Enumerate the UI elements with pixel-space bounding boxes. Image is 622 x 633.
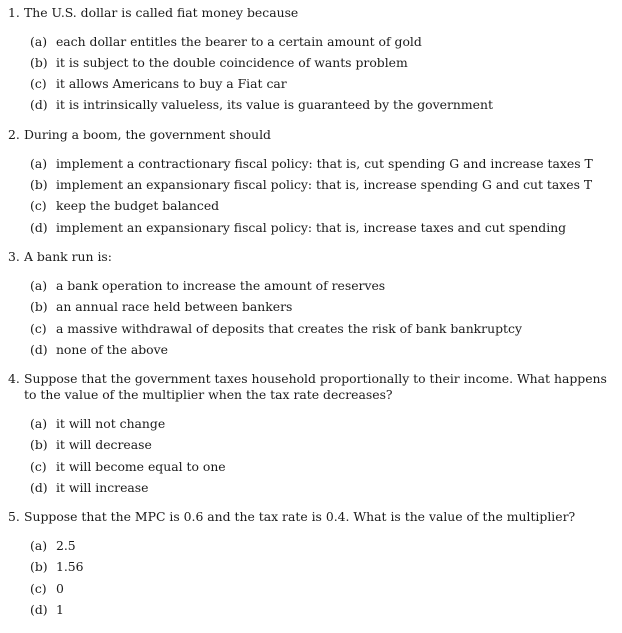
option-text: it is intrinsically valueless, its value is guaranteed by the government [55, 97, 493, 112]
question-3-stem [8, 249, 614, 265]
option-text: each dollar entitles the bearer to a certain amount of gold [55, 34, 422, 49]
option-label: (d) [30, 97, 48, 112]
option-1d [30, 97, 610, 113]
option-label: (c) [30, 581, 47, 596]
option-4d [30, 480, 610, 496]
option-label: (b) [30, 559, 48, 574]
option-4b [30, 437, 610, 453]
option-5a [30, 538, 610, 554]
option-text: 1 [55, 602, 64, 617]
question-2-stem [8, 127, 614, 143]
option-label: (d) [30, 220, 48, 235]
option-1a [30, 34, 610, 50]
option-text: it will increase [55, 480, 149, 495]
option-text: it will become equal to one [55, 459, 226, 474]
option-label: (a) [30, 156, 48, 171]
option-3a [30, 278, 610, 294]
option-2b [30, 177, 610, 193]
option-5b [30, 559, 610, 575]
option-5d [30, 602, 610, 618]
option-label: (b) [30, 299, 48, 314]
option-label: (a) [30, 538, 48, 553]
option-text: 0 [55, 581, 64, 596]
option-text: it will decrease [55, 437, 152, 452]
option-label: (b) [30, 437, 48, 452]
option-text: implement an expansionary fiscal policy: that is, increase spending G and cut taxes T [55, 177, 593, 192]
question-text: Suppose that the MPC is 0.6 and the tax rate is 0.4. What is the value of the multiplier? [24, 509, 576, 524]
option-text: it will not change [55, 416, 166, 431]
option-label: (c) [30, 321, 47, 336]
option-5c [30, 581, 610, 597]
option-text: an annual race held between bankers [55, 299, 293, 314]
question-number: 4. [8, 371, 20, 386]
question-4-stem [8, 371, 614, 403]
question-text: During a boom, the government should [24, 127, 271, 142]
question-5-stem [8, 509, 614, 525]
option-label: (d) [30, 342, 48, 357]
option-text: implement a contractionary fiscal policy: that is, cut spending G and increase taxes T [55, 156, 593, 171]
option-label: (a) [30, 278, 48, 293]
option-2c [30, 198, 610, 214]
option-text: it allows Americans to buy a Fiat car [55, 76, 287, 91]
question-number: 5. [8, 509, 20, 524]
option-3d [30, 342, 610, 358]
option-1c [30, 76, 610, 92]
option-text: 1.56 [55, 559, 84, 574]
option-2a [30, 156, 610, 172]
option-label: (c) [30, 76, 47, 91]
option-label: (b) [30, 55, 48, 70]
option-text: 2.5 [55, 538, 76, 553]
option-1b [30, 55, 610, 71]
option-text: a bank operation to increase the amount of reserves [55, 278, 386, 293]
option-label: (c) [30, 459, 47, 474]
question-1-stem [8, 5, 614, 21]
question-text: The U.S. dollar is called fiat money because [24, 5, 299, 20]
option-text: keep the budget balanced [55, 198, 220, 213]
option-label: (a) [30, 416, 48, 431]
option-2d [30, 220, 610, 236]
option-4a [30, 416, 610, 432]
option-label: (d) [30, 602, 48, 617]
option-label: (a) [30, 34, 48, 49]
option-label: (d) [30, 480, 48, 495]
question-number: 2. [8, 127, 20, 142]
option-3b [30, 299, 610, 315]
option-text: a massive withdrawal of deposits that creates the risk of bank bankruptcy [55, 321, 522, 336]
option-label: (b) [30, 177, 48, 192]
question-text: Suppose that the government taxes household proportionally to their income. What happens to the value of the multiplier when the tax rate decreases? [24, 371, 607, 402]
question-number: 1. [8, 5, 20, 20]
option-3c [30, 321, 610, 337]
option-text: it is subject to the double coincidence of wants problem [55, 55, 408, 70]
question-number: 3. [8, 249, 20, 264]
option-label: (c) [30, 198, 47, 213]
question-text: A bank run is: [24, 249, 112, 264]
option-text: none of the above [55, 342, 168, 357]
option-4c [30, 459, 610, 475]
option-text: implement an expansionary fiscal policy: that is, increase taxes and cut spending [55, 220, 567, 235]
